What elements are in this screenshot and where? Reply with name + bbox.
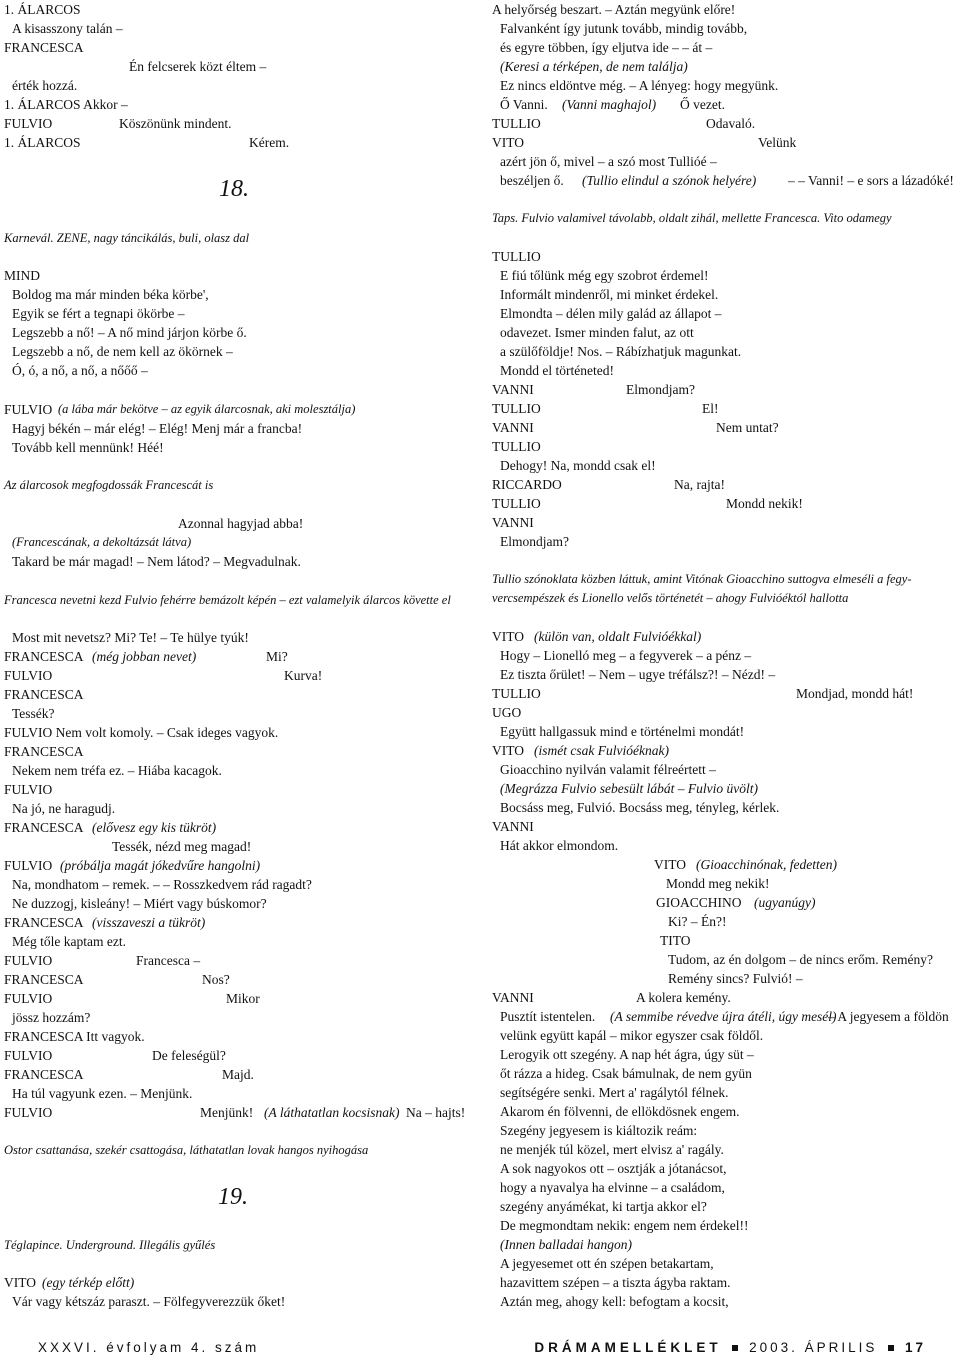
line: Nem untat? (716, 420, 779, 435)
line: Na jó, ne haragudj. (12, 801, 116, 816)
line: Elmondjam? (626, 382, 695, 397)
stage-direction: (Innen balladai hangon) (500, 1237, 632, 1252)
stage-direction: (egy térkép előtt) (42, 1275, 135, 1290)
line: Tessék? (12, 706, 55, 721)
speaker: VITO (492, 629, 524, 644)
line: Hogy – Lionelló meg – a fegyverek – a pénz – (500, 648, 752, 663)
line: őt rázza a hideg. Csak bámulnak, de nem gyün (500, 1066, 752, 1081)
line: Na, mondhatom – remek. – – Rosszkedvem rád ragadt? (12, 877, 312, 892)
stage-direction: Téglapince. Underground. Illegális gyűlés (4, 1238, 216, 1252)
line: Elmondjam? (500, 534, 569, 549)
line: jössz hozzám? (12, 1010, 91, 1025)
stage-direction: (ismét csak Fulvióéknak) (534, 743, 669, 758)
speaker: TULLIO (492, 686, 541, 701)
speaker: TULLIO (492, 401, 541, 416)
line: – A jegyesem a földön (828, 1009, 949, 1024)
stage-direction: (A semmibe révedve újra átéli, úgy mesél) (610, 1009, 837, 1024)
stage-direction: (Francescának, a dekoltázsát látva) (12, 535, 192, 549)
speaker: VANNI (492, 382, 534, 397)
speaker: 1. ÁLARCOS Akkor – (4, 97, 128, 112)
line: El! (702, 401, 719, 416)
line: Akarom én fölvenni, de ellökdösnek engem. (500, 1104, 740, 1119)
speaker: FULVIO (4, 991, 53, 1006)
footer-date: 2003. ÁPRILIS (749, 1340, 878, 1355)
line: Francesca – (136, 953, 201, 968)
line: Szegény jegyesem is kiáltozik reám: (500, 1123, 698, 1138)
speaker: FRANCESCA (4, 915, 84, 930)
line: Takard be már magad! – Nem látod? – Megvadulnak. (12, 554, 301, 569)
speaker: FULVIO (4, 1105, 53, 1120)
line: Én felcserek közt éltem – (129, 59, 267, 74)
stage-direction: (Vanni maghajol) (562, 97, 657, 112)
speaker: VANNI (492, 420, 534, 435)
speaker: UGO (492, 705, 522, 720)
stage-direction: (Megrázza Fulvio sebesült lábát – Fulvio üvölt) (500, 781, 758, 796)
line: A helyőrség beszart. – Aztán megyünk előre! (492, 2, 736, 17)
line: Mondd meg nekik! (666, 876, 770, 891)
line: Ne duzzogj, kisleány! – Miért vagy búskomor? (12, 896, 267, 911)
speaker: FRANCESCA (4, 649, 84, 664)
line: De megmondtam nekik: engem nem érdekel!! (500, 1218, 749, 1233)
speaker: GIOACCHINO (656, 895, 742, 910)
line: Pusztít istentelen. (500, 1009, 596, 1024)
line: A jegyesemet ott én szépen betakartam, (500, 1256, 714, 1271)
speaker: FRANCESCA (4, 1067, 84, 1082)
speaker: FULVIO (4, 402, 53, 417)
stage-direction: vercsempészek és Lionello velős történetét – ahogy Fulvióéktól hallotta (492, 591, 849, 605)
line: A sok nagyokos ott – osztják a jótanácsot, (500, 1161, 727, 1176)
line: Elmondta – délen mily galád az állapot – (500, 306, 722, 321)
line: velünk együtt kapál – mikor egyszer csak földől. (500, 1028, 764, 1043)
speaker: FULVIO (4, 116, 53, 131)
speaker: MIND (4, 268, 40, 283)
line: Legszebb a nő, de nem kell az ökörnek – (12, 344, 233, 359)
footer-publication: DRÁMAMELLÉKLET (534, 1340, 722, 1355)
speaker: FULVIO (4, 668, 53, 683)
footer-title (534, 1340, 926, 1355)
line: A kisasszony talán – (12, 21, 123, 36)
speaker: VANNI (492, 515, 534, 530)
line: Falvanként így jutunk tovább, mindig tovább, (500, 21, 748, 36)
speaker: VITO (492, 743, 524, 758)
speaker: TITO (660, 933, 691, 948)
line: Ő vezet. (680, 97, 725, 112)
line: érték hozzá. (12, 78, 78, 93)
line: Bocsáss meg, Fulvió. Bocsáss meg, tényleg, kérlek. (500, 800, 780, 815)
line: Boldog ma már minden béka körbe', (12, 287, 209, 302)
line: Mondd el történeted! (500, 363, 614, 378)
line: Ez nincs eldöntve még. – A lényeg: hogy megyünk. (500, 78, 779, 93)
stage-direction: (külön van, oldalt Fulvióékkal) (534, 629, 702, 644)
speaker: TULLIO (492, 439, 541, 454)
speaker: VITO (4, 1275, 36, 1290)
stage-direction: (Keresi a térképen, de nem találja) (500, 59, 688, 74)
stage-direction: Ostor csattanása, szekér csattogása, láthatatlan lovak hangos nyihogása (4, 1143, 369, 1157)
speaker: FULVIO (4, 1048, 53, 1063)
line: Mikor (226, 991, 260, 1006)
line: Együtt hallgassuk mind e történelmi mondát! (500, 724, 745, 739)
scene-number: 18. (219, 176, 249, 202)
stage-direction: Taps. Fulvio valamivel távolabb, oldalt zihál, mellette Francesca. Vito odamegy (492, 211, 892, 225)
line: Dehogy! Na, mondd csak el! (500, 458, 656, 473)
line: azért jön ő, mivel – a szó most Tullióé – (500, 154, 717, 169)
line: hazavittem szépen – a tiszta ágyba raktam. (500, 1275, 731, 1290)
speaker: FULVIO (4, 782, 53, 797)
line: Nekem nem tréfa ez. – Hiába kacagok. (12, 763, 222, 778)
speaker: FRANCESCA (4, 40, 84, 55)
line: Velünk (758, 135, 797, 150)
line: Hagyj békén – már elég! – Elég! Menj már a francba! (12, 421, 303, 436)
line: Most mit nevetsz? Mi? Te! – Te hülye tyúk! (12, 630, 249, 645)
line: Legszebb a nő! – A nő mind járjon körbe ő. (12, 325, 247, 340)
page-number: 17 (904, 1340, 926, 1355)
line: Nos? (202, 972, 230, 987)
line: Tovább kell mennünk! Héé! (12, 440, 164, 455)
line: hogy a nyavalya ha elvinne – a családom, (500, 1180, 725, 1195)
line: – – Vanni! – e sors a lázadóké! (788, 173, 954, 188)
stage-direction: (még jobban nevet) (92, 649, 197, 664)
line: Gioacchino nyilván valamit félreértett – (500, 762, 716, 777)
line: Kérem. (249, 135, 290, 150)
speaker: FRANCESCA (4, 744, 84, 759)
speaker: FRANCESCA (4, 972, 84, 987)
line: Kurva! (284, 668, 323, 683)
line: ne menjék túl közel, mert elvisz a' ragály. (500, 1142, 724, 1157)
stage-direction: Az álarcosok megfogdossák Francescát is (4, 478, 214, 492)
stage-direction: Karnevál. ZENE, nagy táncikálás, buli, olasz dal (4, 231, 250, 245)
speaker: TULLIO (492, 116, 541, 131)
line: Vár vagy kétszáz paraszt. – Fölfegyverezzük őket! (12, 1294, 286, 1309)
line: és egyre többen, így eljutva ide – – át – (500, 40, 713, 55)
stage-direction: Tullio szónoklata közben láttuk, amint Vitónak Gioacchino suttogva elmeséli a fegy- (492, 572, 912, 586)
speaker: 1. ÁLARCOS (4, 2, 81, 17)
line: Azonnal hagyjad abba! (178, 516, 304, 531)
line: Köszönünk mindent. (119, 116, 232, 131)
line: Na, rajta! (674, 477, 725, 492)
speaker: VANNI (492, 990, 534, 1005)
line: Ha túl vagyunk ezen. – Menjünk. (12, 1086, 193, 1101)
stage-direction: (Tullio elindul a szónok helyére) (582, 173, 757, 188)
speaker: TULLIO (492, 496, 541, 511)
line: Na – hajts! (406, 1105, 466, 1120)
line: Majd. (222, 1067, 254, 1082)
stage-direction: (próbálja magát jókedvűre hangolni) (60, 858, 261, 873)
square-separator-icon (888, 1345, 894, 1351)
line: E fiú tőlünk még egy szobrot érdemel! (500, 268, 709, 283)
square-separator-icon (732, 1345, 738, 1351)
line: A kolera kemény. (636, 990, 731, 1005)
line: szegény anyámékat, ki tartja akkor el? (500, 1199, 707, 1214)
line: FRANCESCA Itt vagyok. (4, 1029, 145, 1044)
line: Tessék, nézd meg magad! (112, 839, 252, 854)
line: Egyik se fért a tegnapi ökörbe – (12, 306, 185, 321)
line: Tudom, az én dolgom – de nincs erőm. Remény? (668, 952, 933, 967)
stage-direction: (A láthatatlan kocsisnak) (264, 1105, 400, 1120)
line: odavezet. Ismer minden falut, az ott (500, 325, 694, 340)
line: FULVIO Nem volt komoly. – Csak ideges vagyok. (4, 725, 279, 740)
stage-direction: (elővesz egy kis tükröt) (92, 820, 217, 835)
line: segítségére senki. Mert a' ragálytól félnek. (500, 1085, 729, 1100)
speaker: VITO (492, 135, 524, 150)
line: Odavaló. (706, 116, 756, 131)
line: Ó, ó, a nő, a nő, a nőőő – (12, 363, 148, 378)
speaker: TULLIO (492, 249, 541, 264)
speaker: 1. ÁLARCOS (4, 135, 81, 150)
stage-direction: (visszaveszi a tükröt) (92, 915, 206, 930)
line: Még tőle kaptam ezt. (12, 934, 126, 949)
stage-direction: (ugyanúgy) (754, 895, 816, 910)
speaker: FRANCESCA (4, 820, 84, 835)
speaker: FULVIO (4, 953, 53, 968)
line: beszéljen ő. (500, 173, 564, 188)
line: De feleségül? (152, 1048, 226, 1063)
speaker: FRANCESCA (4, 687, 84, 702)
line: Informált mindenről, mi minket érdekel. (500, 287, 719, 302)
stage-direction: (a lába már bekötve – az egyik álarcosnak, aki molesztálja) (58, 402, 356, 416)
line: Ki? – Én?! (668, 914, 727, 929)
stage-direction: (Gioacchinónak, fedetten) (696, 857, 837, 872)
speaker: RICCARDO (492, 477, 562, 492)
line: Hát akkor elmondom. (500, 838, 619, 853)
line: Ő Vanni. (500, 97, 548, 112)
line: Mondd nekik! (726, 496, 803, 511)
speaker: VITO (654, 857, 686, 872)
line: Ez tiszta őrület! – Nem – ugye tréfálsz?! – Nézd! – (500, 667, 776, 682)
speaker: FULVIO (4, 858, 53, 873)
scene-number: 19. (218, 1184, 248, 1210)
line: Lerogyik ott szegény. A nap hét ágra, úgy süt – (500, 1047, 754, 1062)
line: Remény sincs? Fulvió! – (668, 971, 803, 986)
stage-direction: Francesca nevetni kezd Fulvio fehérre bemázolt képén – ezt valamelyik álarcos követte el (4, 593, 451, 607)
line: Mondjad, mondd hát! (796, 686, 914, 701)
line: Mi? (266, 649, 288, 664)
line: a szülőföldje! Nos. – Rábízhatjuk magunkat. (500, 344, 742, 359)
speaker: VANNI (492, 819, 534, 834)
footer-issue: XXXVI. évfolyam 4. szám (38, 1340, 260, 1355)
line: Menjünk! (200, 1105, 254, 1120)
line: Aztán meg, ahogy kell: befogtam a kocsit, (500, 1294, 729, 1309)
